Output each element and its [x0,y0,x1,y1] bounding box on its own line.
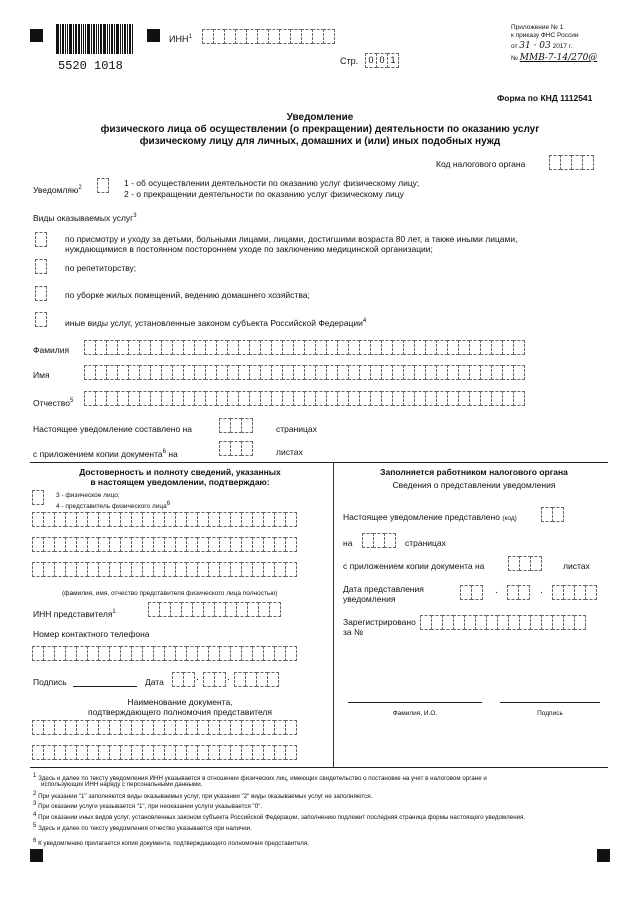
date-month-cells[interactable] [203,672,225,687]
barcode-bar [120,24,121,54]
barcode-bar [75,24,77,54]
corner-marker-bottom-left [30,849,43,862]
service-3-text: по уборке жилых помещений, ведению домашнего хозяйства; [65,290,310,300]
footnote-1: $^1$ Здесь и далее по тексту уведомления ИНН указывается в отношении физических лиц, имеющих свидетельство о постановке на учет в налоговом органе и [33,773,487,783]
barcode-bar [114,24,115,54]
input-cell[interactable] [285,512,297,527]
presented-pages-suffix: страницах [405,538,446,548]
presented-date-day[interactable] [460,585,482,600]
document-row-2[interactable] [32,745,296,760]
presented-date-year[interactable] [552,585,596,600]
form-code: Форма по КНД 1112541 [497,93,593,103]
appendix-date: от 31 · 03 2017 г. [511,41,573,51]
tax-officer-heading: Заполняется работником налогового органа [380,467,568,477]
service-1-text-a: по присмотру и уходу за детьми, больными лицами, лицами, достигшими возраста 80 лет, а также иными лицами, [65,234,518,244]
barcode-bar [62,24,64,54]
presented-code-cells[interactable] [541,507,563,522]
barcode-bar [116,24,119,54]
representative-fio-row-3[interactable] [32,562,296,577]
barcode-bar [98,24,99,54]
barcode-bar [107,24,108,54]
registered-number-cells[interactable] [420,615,585,630]
barcode-bar [60,24,61,54]
presented-attach-suffix: листах [563,561,590,571]
inn-representative-label: ИНН представителя$^1$ [33,608,116,619]
footnote-4: $^4$ При оказании иных видов услуг, установленных законом субъекта Российской Федерации, заполнению подлежит последняя страница формы настоящего уведомления. [33,812,526,822]
presented-attach-label: с приложением копии документа на [343,561,485,571]
tax-office-code-label: Код налогового органа [436,159,526,169]
representative-fio-row-1[interactable] [32,512,296,527]
name-label: Имя [33,370,50,380]
section-divider [30,462,608,463]
inn-cells[interactable] [202,29,334,44]
barcode-bar [111,24,113,54]
barcode [56,24,138,76]
signature-line [73,686,137,687]
date-dot-1: . [196,672,199,683]
input-cell[interactable] [513,365,525,380]
footnote-1-cont: использующих ИНН наряду с персональными данными. [41,781,203,788]
service-3-cell[interactable] [35,286,46,301]
appendix-number: № ММВ-7-14/270@ [511,53,598,63]
input-cell[interactable] [285,562,297,577]
input-cell[interactable] [513,340,525,355]
footnote-divider [30,767,608,768]
services-label: Виды оказываемых услуг$^3$ [33,212,137,223]
presented-pages-cells[interactable] [362,533,395,548]
document-label-1: Наименование документа, [127,697,233,707]
barcode-bar [124,24,126,54]
surname-label: Фамилия [33,345,70,355]
barcode-bar [96,24,97,54]
barcode-bar [81,24,82,54]
officer-fio-caption: Фамилия, И.О. [392,710,438,717]
footnote-5: $^5$ Здесь и далее по тексту уведомления отчество указывается при наличии. [33,823,252,833]
service-2-cell[interactable] [35,259,46,274]
notify-label: Уведомляю$^2$ [33,184,82,195]
tax-office-code-cells[interactable] [549,155,593,170]
presented-date-label-1: Дата представления [343,584,424,594]
barcode-bar [109,24,110,54]
signature-label: Подпись [33,677,67,687]
pages-cells[interactable] [219,418,252,433]
pages-suffix: страницах [276,424,317,434]
date-dot-2: . [227,672,230,683]
barcode-bar [67,24,68,54]
signer-option-3: 3 - физическое лицо; [56,492,120,499]
phone-label: Номер контактного телефона [33,629,150,639]
presented-date-dot-2: . [540,585,543,596]
service-4-text: иные виды услуг, установленные законом субъекта Российской Федерации$^4$ [65,317,367,328]
barcode-bar [122,24,123,54]
barcode-bar [93,24,95,54]
barcode-bar [83,24,84,54]
title-line1: Уведомление [286,112,354,123]
presented-date-month[interactable] [507,585,529,600]
service-2-text: по репетиторству; [65,263,137,273]
footnote-2: $^2$ При указании "1" заполняются виды оказываемых услуг, при указании "2" виды оказываемых услуг не заполняются. [33,791,373,801]
input-cell[interactable] [285,537,297,552]
inn-representative-cells[interactable] [148,602,280,617]
phone-cells[interactable] [32,646,296,661]
officer-fio-line [348,702,482,703]
presented-date-dot-1: . [495,585,498,596]
attach-cells[interactable] [219,441,252,456]
presented-label: Настоящее уведомление представлено (код) [343,512,517,522]
barcode-bar [103,24,106,54]
barcode-bar [129,24,131,54]
barcode-bar [87,24,90,54]
page-cells: 0 0 1 [365,53,398,68]
appendix-line2: к приказу ФНС России [511,32,579,39]
column-divider [333,462,334,767]
appendix-line1: Приложение № 1 [511,24,564,31]
notify-cell[interactable] [97,178,108,193]
title-line2: физического лица об осуществлении (о прекращении) деятельности по оказанию услуг [100,124,540,135]
patronymic-cells[interactable] [84,391,524,406]
service-4-cell[interactable] [35,312,46,327]
input-cell[interactable] [513,391,525,406]
barcode-bar [132,24,133,54]
document-label-2: подтверждающего полномочия представителя [88,707,272,717]
tax-officer-subheading: Сведения о представлении уведомления [392,480,556,490]
name-cells[interactable] [84,365,524,380]
service-1-cell[interactable] [35,232,46,247]
representative-fio-row-2[interactable] [32,537,296,552]
presented-date-label-2: уведомления [343,594,396,604]
patronymic-label: Отчество$^5$ [33,397,74,408]
input-cell[interactable] [285,646,297,661]
barcode-bar [73,24,74,54]
title-line3: физическому лицу для личных, домашних и (или) иных подобных нужд [139,136,501,147]
footnote-3: $^3$ При оказании услуги указывается "1", при неоказании услуги указывается "0". [33,801,263,811]
footnote-6: $^6$ К уведомлению прилагается копия документа, подтверждающего полномочия представителя. [33,838,309,848]
input-cell[interactable] [285,745,297,760]
fio-caption: (фамилия, имя, отчество представителя физического лица полностью) [62,590,278,597]
registered-label-2: за № [343,627,364,637]
officer-sign-line [500,702,600,703]
inn-label: ИНН$^1$ [169,34,192,44]
signer-option-4: 4 - представитель физического лица$^6$ [56,501,171,511]
barcode-bar [56,24,59,54]
notify-option-2: 2 - о прекращении деятельности по оказанию услуг физическому лицу [124,189,404,199]
corner-marker-top-mid [147,29,160,42]
input-cell[interactable] [323,29,335,44]
date-year-cells[interactable] [234,672,278,687]
pages-label: Настоящее уведомление составлено на [33,424,192,434]
surname-cells[interactable] [84,340,524,355]
corner-marker-bottom-right [597,849,610,862]
document-row-1[interactable] [32,720,296,735]
confirm-heading-2: в настоящем уведомлении, подтверждаю: [90,477,270,487]
page-label: Стр. [340,56,359,66]
date-day-cells[interactable] [172,672,194,687]
registered-label-1: Зарегистрировано [343,617,416,627]
presented-on-label: на [343,538,353,548]
barcode-bar [127,24,128,54]
presented-attach-cells[interactable] [508,556,541,571]
notify-option-1: 1 - об осуществлении деятельности по оказанию услуг физическому лицу; [124,178,420,188]
barcode-bar [100,24,102,54]
signer-type-cell[interactable] [32,490,43,505]
attach-label: с приложением копии документа$^6$ на [33,448,178,459]
date-label: Дата [145,677,164,687]
barcode-bar [65,24,66,54]
input-cell[interactable] [574,615,586,630]
input-cell[interactable] [269,602,281,617]
service-1-text-b: нуждающимися в постоянном постороннем уходе по заключению медицинской организации; [65,244,433,254]
barcode-bar [91,24,92,54]
barcode-number: 5520 1018 [58,59,123,73]
confirm-heading-1: Достоверность и полноту сведений, указанных [79,467,281,477]
corner-marker-top-left [30,29,43,42]
input-cell[interactable] [285,720,297,735]
officer-sign-caption: Подпись [537,710,563,717]
attach-suffix: листах [276,447,303,457]
barcode-bar [85,24,86,54]
barcode-bar [69,24,72,54]
barcode-bar [78,24,80,54]
